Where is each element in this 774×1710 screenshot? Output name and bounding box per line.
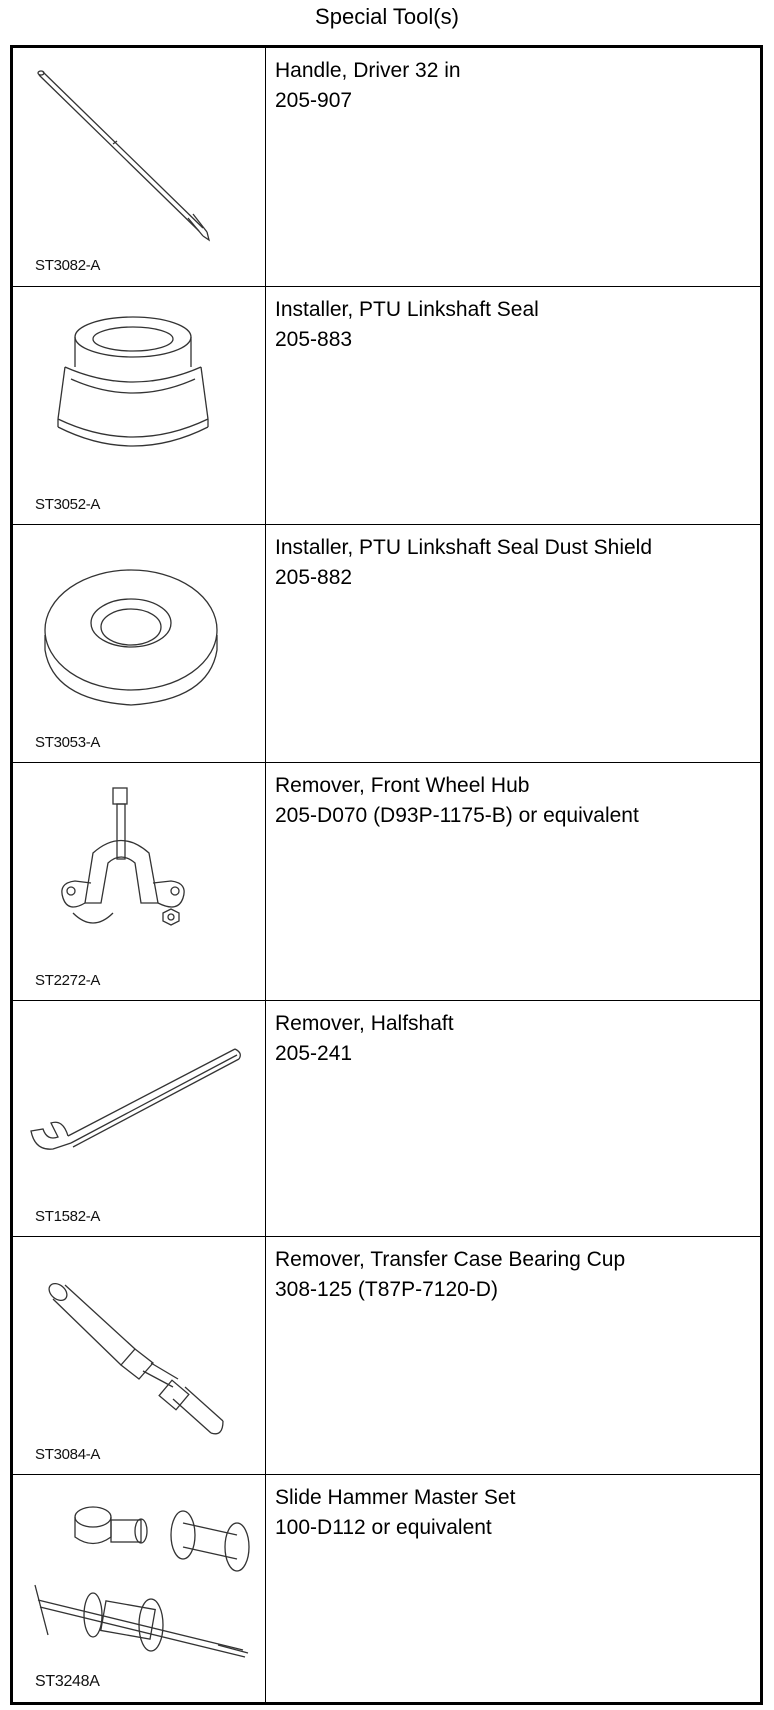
dust-shield-installer-icon <box>13 525 266 763</box>
table-row <box>13 762 760 1001</box>
seal-installer-icon <box>13 287 266 525</box>
tool-description <box>275 1245 750 1305</box>
table-row <box>13 1474 760 1703</box>
tool-code: ST3084-A <box>35 1446 101 1463</box>
tool-description <box>275 771 750 831</box>
table-row <box>13 1236 760 1475</box>
tool-illustration-cell <box>13 287 266 525</box>
tool-illustration-cell <box>13 525 266 763</box>
tool-illustration-cell <box>13 763 266 1001</box>
page-title: Special Tool(s) <box>315 4 459 29</box>
tool-code: ST3248A <box>35 1673 100 1690</box>
tool-illustration-cell <box>13 1001 266 1237</box>
driver-handle-icon <box>13 48 266 286</box>
bearing-cup-remover-icon <box>13 1237 266 1475</box>
special-tools-table <box>10 45 763 1705</box>
tool-description <box>275 56 750 116</box>
tool-number: 205-907 <box>275 89 353 112</box>
tool-description <box>275 1009 750 1069</box>
slide-hammer-icon <box>13 1475 266 1703</box>
tool-name: Handle, Driver 32 in <box>275 59 461 82</box>
table-row <box>13 524 760 763</box>
tool-name: Installer, PTU Linkshaft Seal Dust Shield <box>275 536 653 559</box>
table-row <box>13 286 760 525</box>
tool-code: ST1582-A <box>35 1208 101 1225</box>
tool-number: 308-125 (T87P-7120-D) <box>275 1278 498 1301</box>
tool-number: 205-D070 (D93P-1175-B) or equivalent <box>275 804 639 827</box>
tool-code: ST2272-A <box>35 972 101 989</box>
tool-illustration-cell <box>13 1475 266 1703</box>
tool-name: Remover, Transfer Case Bearing Cup <box>275 1248 626 1271</box>
hub-puller-icon <box>13 763 266 1001</box>
tool-illustration-cell <box>13 1237 266 1475</box>
tool-number: 205-241 <box>275 1042 353 1065</box>
tool-code: ST3082-A <box>35 257 101 274</box>
tool-code: ST3052-A <box>35 496 101 513</box>
tool-number: 205-882 <box>275 566 353 589</box>
tool-description <box>275 1483 750 1543</box>
tool-description <box>275 295 750 355</box>
tool-description <box>275 533 750 593</box>
tool-number: 100-D112 or equivalent <box>275 1516 492 1539</box>
tool-name: Installer, PTU Linkshaft Seal <box>275 298 539 321</box>
tool-name: Remover, Halfshaft <box>275 1012 454 1035</box>
halfshaft-wrench-icon <box>13 1001 266 1237</box>
table-row <box>13 1000 760 1237</box>
tool-name: Remover, Front Wheel Hub <box>275 774 530 797</box>
tool-code: ST3053-A <box>35 734 101 751</box>
tool-illustration-cell <box>13 48 266 286</box>
tool-name: Slide Hammer Master Set <box>275 1486 516 1509</box>
tool-number: 205-883 <box>275 328 353 351</box>
table-row <box>13 48 760 286</box>
